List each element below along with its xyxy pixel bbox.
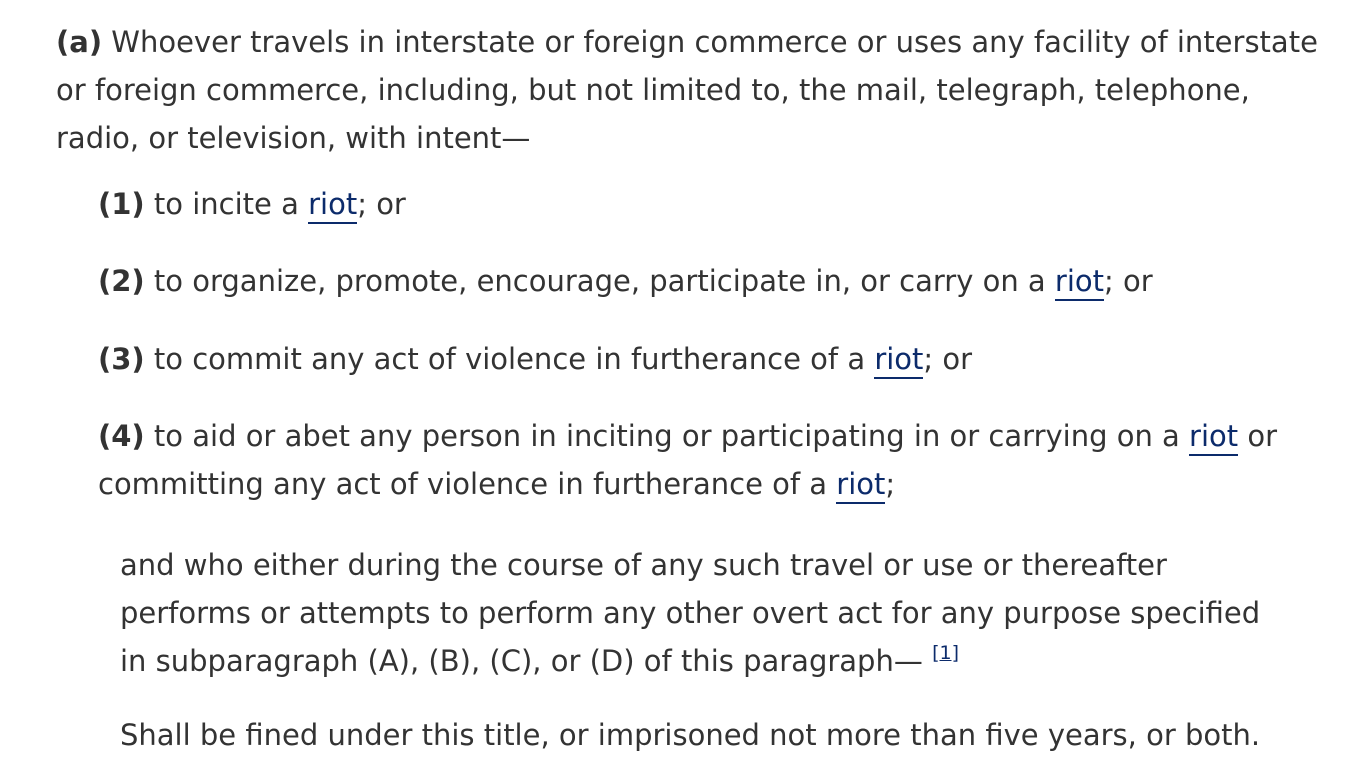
subparagraph-3 xyxy=(98,335,972,383)
riot-definition-link[interactable]: riot xyxy=(1055,264,1104,301)
continuation-text: performs or attempts to perform any other overt act for any purpose specified xyxy=(120,596,1261,630)
riot-definition-link[interactable]: riot xyxy=(874,342,923,379)
subparagraph-text: ; or xyxy=(357,187,406,221)
subparagraph-label: (1) xyxy=(98,187,145,221)
subparagraph-text: to organize, promote, encourage, participate in, or carry on a xyxy=(144,264,1055,298)
continuation-paragraph xyxy=(120,541,1260,685)
continuation-text: and who either during the course of any such travel or use or thereafter xyxy=(120,548,1167,582)
subparagraph-text: to commit any act of violence in furtherance of a xyxy=(144,342,875,376)
subparagraph-text: ; or xyxy=(923,342,973,376)
subparagraph-4 xyxy=(98,412,1277,508)
subparagraph-label: (2) xyxy=(98,264,145,298)
paragraph-label: (a) xyxy=(56,25,103,59)
footnote-link[interactable]: [1] xyxy=(932,642,959,664)
subparagraph-1 xyxy=(98,180,406,228)
subparagraph-text: to aid or abet any person in inciting or participating in or carrying on a xyxy=(144,419,1190,453)
subparagraph-text: to incite a xyxy=(144,187,309,221)
paragraph-a xyxy=(56,18,1318,162)
paragraph-text: Whoever travels in interstate or foreign commerce or uses any facility of interstate xyxy=(102,25,1318,59)
riot-definition-link[interactable]: riot xyxy=(836,467,885,504)
riot-definition-link[interactable]: riot xyxy=(1189,419,1238,456)
paragraph-text: radio, or television, with intent— xyxy=(56,121,531,155)
paragraph-text: or foreign commerce, including, but not limited to, the mail, telegraph, telephone, xyxy=(56,73,1250,107)
subparagraph-text: committing any act of violence in furtherance of a xyxy=(98,467,837,501)
riot-definition-link[interactable]: riot xyxy=(308,187,357,224)
subparagraph-text: ; or xyxy=(1104,264,1153,298)
penalty-paragraph: Shall be fined under this title, or imprisoned not more than five years, or both. xyxy=(120,718,1261,752)
subparagraph-label: (3) xyxy=(98,342,145,376)
subparagraph-text: or xyxy=(1238,419,1278,453)
continuation-text: in subparagraph (A), (B), (C), or (D) of this paragraph— xyxy=(120,644,933,678)
subparagraph-label: (4) xyxy=(98,419,145,453)
subparagraph-text: ; xyxy=(885,467,896,501)
subparagraph-2 xyxy=(98,257,1153,305)
